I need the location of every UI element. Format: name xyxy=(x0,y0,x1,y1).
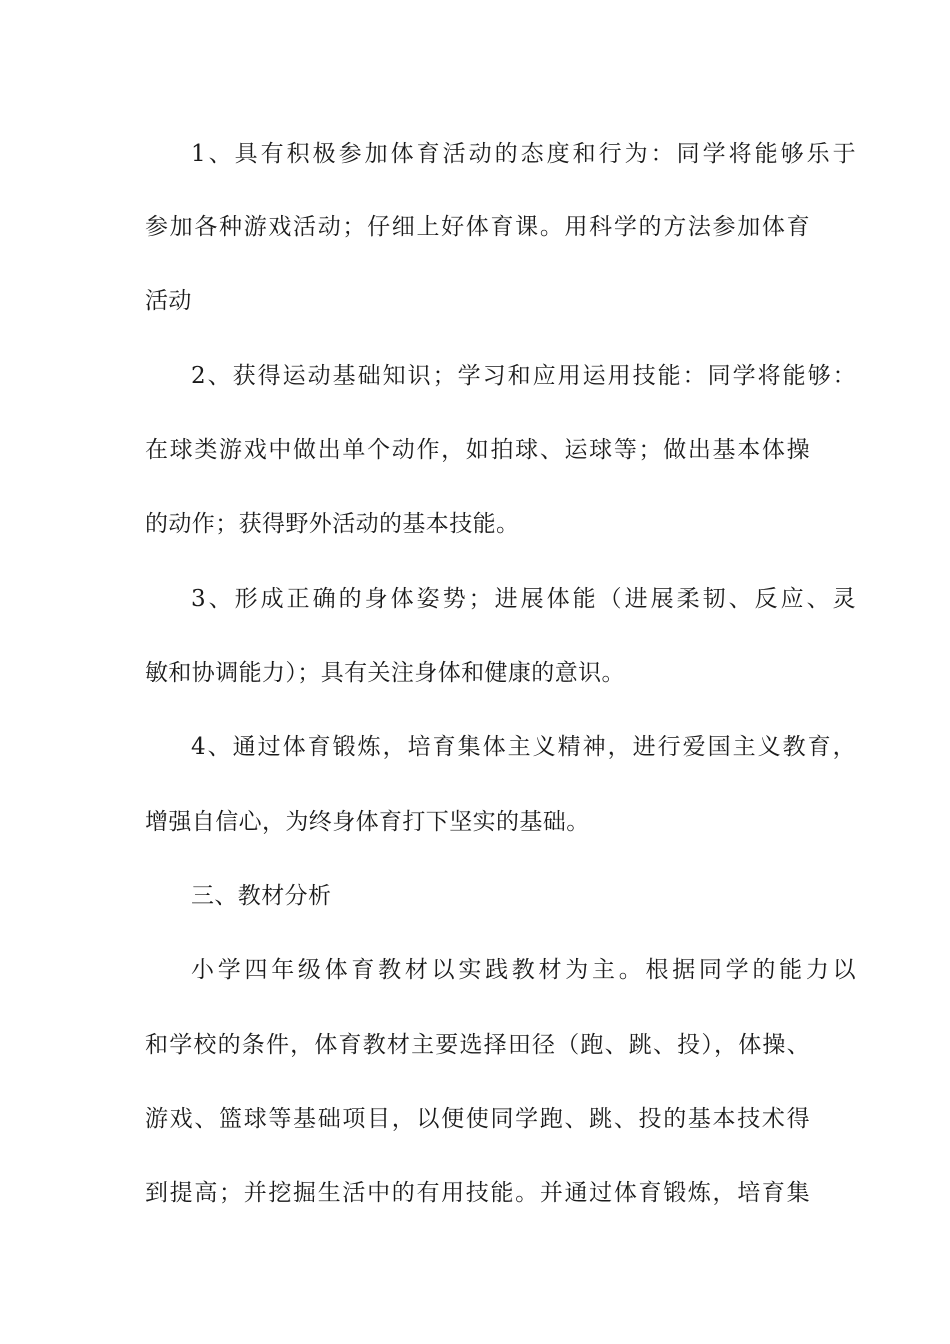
paragraph-1-line-1: 1、具有积极参加体育活动的态度和行为：同学将能够乐于 xyxy=(191,141,856,167)
paragraph-2-line-1: 2、获得运动基础知识；学习和应用运用技能：同学将能够： xyxy=(191,363,856,389)
paragraph-5-line-4: 到提高；并挖掘生活中的有用技能。并通过体育锻炼，培育集 xyxy=(145,1180,810,1206)
paragraph-5-line-1: 小学四年级体育教材以实践教材为主。根据同学的能力以 xyxy=(191,957,856,983)
section-heading: 三、教材分析 xyxy=(191,883,332,909)
paragraph-1-line-3: 活动 xyxy=(145,288,192,314)
paragraph-3-line-2: 敏和协调能力）；具有关注身体和健康的意识。 xyxy=(145,660,625,686)
paragraph-5-line-2: 和学校的条件，体育教材主要选择田径（跑、跳、投），体操、 xyxy=(145,1032,810,1058)
paragraph-1-line-2: 参加各种游戏活动；仔细上好体育课。用科学的方法参加体育 xyxy=(145,214,810,240)
paragraph-2-line-3: 的动作；获得野外活动的基本技能。 xyxy=(145,511,520,537)
paragraph-2-line-2: 在球类游戏中做出单个动作，如拍球、运球等；做出基本体操 xyxy=(145,437,810,463)
paragraph-5-line-3: 游戏、篮球等基础项目，以便使同学跑、跳、投的基本技术得 xyxy=(145,1106,810,1132)
paragraph-3-line-1: 3、形成正确的身体姿势；进展体能（进展柔韧、反应、灵 xyxy=(191,586,856,612)
paragraph-4-line-1: 4、通过体育锻炼，培育集体主义精神，进行爱国主义教育， xyxy=(191,734,856,760)
paragraph-4-line-2: 增强自信心，为终身体育打下坚实的基础。 xyxy=(145,809,590,835)
